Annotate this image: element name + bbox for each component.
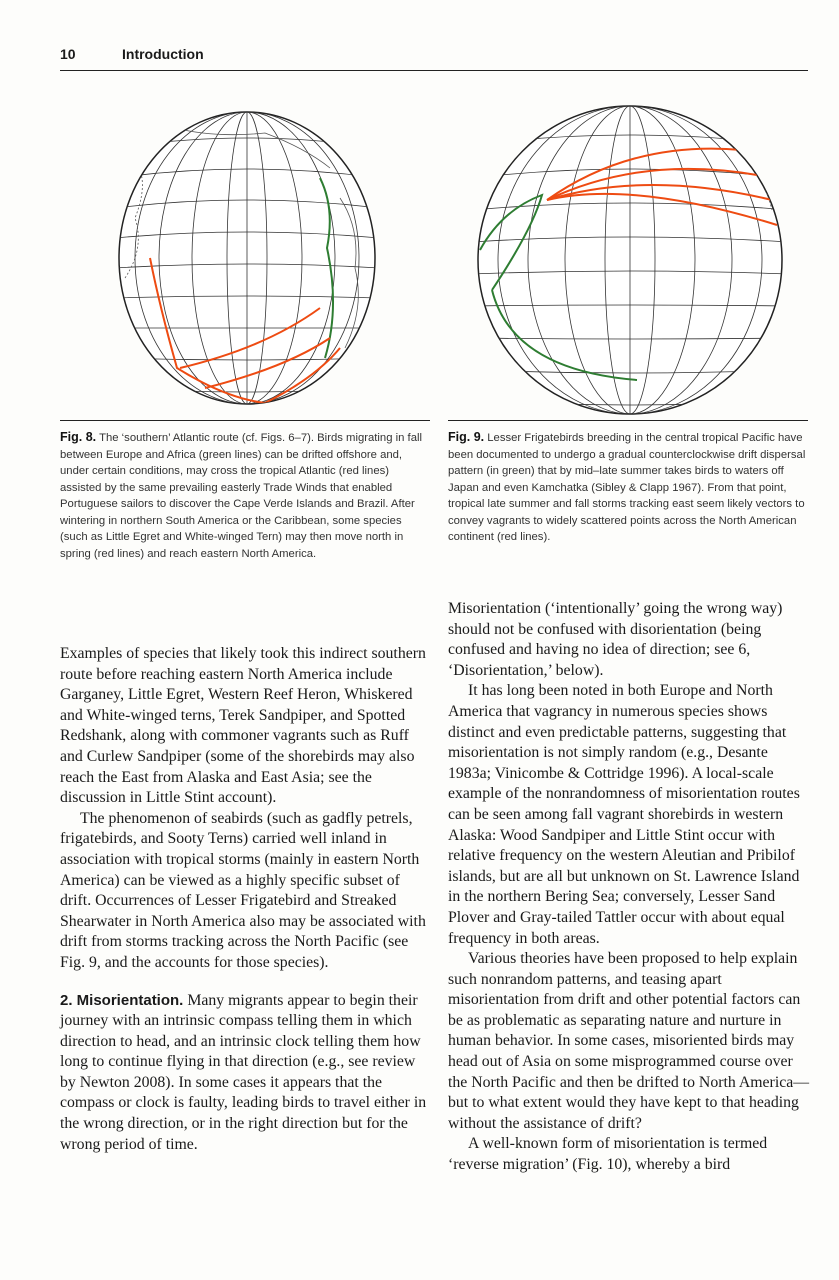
figure-8-globe-map	[115, 108, 379, 408]
right-column	[448, 599, 810, 1176]
right-paragraph-1: Misorientation (‘intentionally’ going the wrong way) should not be confused with disorientation (being confused and having no idea of direction; see 6, ‘Disorientation,’ below).	[448, 600, 783, 679]
misorientation-heading: 2. Misorientation.	[60, 991, 184, 1009]
figure-8-caption	[60, 420, 430, 562]
figure-9-caption	[448, 420, 808, 546]
page-number: 10	[60, 46, 76, 62]
figure-8-label: Fig. 8.	[60, 430, 97, 444]
right-paragraph-2: It has long been noted in both Europe and North America that vagrancy in numerous species shows distinct and even predictable patterns, suggesting that misorientation is not simply random (e.g., Desante 1983a; Vinicombe & Cottridge 1996). A local-scale example of the nonrandomness of misorientation routes can be seen among fall vagrant shorebirds in western Alaska: Wood Sandpiper and Little Stint occur with relative frequency on the western Aleutian and Pribilof islands, but are all but unknown on St. Lawrence Island in the northern Bering Sea; conversely, Lesser Sand Plover and Gray-tailed Tattler occur with about equal frequency in both areas.	[448, 682, 800, 947]
left-paragraph-2: The phenomenon of seabirds (such as gadfly petrels, frigatebirds, and Sooty Terns) carried well inland in association with tropical storms (mainly in eastern North America) can be viewed as a highly specific subset of drift. Occurrences of Lesser Frigatebird and Streaked Shearwater in North America also may be associated with drift from storms tracking across the North Pacific (see Fig. 9, and the accounts for those species).	[60, 809, 426, 971]
left-paragraph-3: Many migrants appear to begin their journey with an intrinsic compass telling them in which direction to head, and an intrinsic clock telling them how long to continue flying in that direction (e.g., see review by Newton 2008). In some cases it appears that the compass or clock is faulty, leading birds to travel either in the wrong direction, or in the right direction but for the wrong period of time.	[60, 991, 427, 1153]
section-title: Introduction	[122, 46, 204, 62]
figure-9-caption-text: Lesser Frigatebirds breeding in the central tropical Pacific have been documented to undergo a gradual counterclockwise drift dispersal pattern (in green) that by mid–late summer takes birds to waters off Japan and even Kamchatka (Sibley & Clapp 1967). From that point, tropical late summer and fall storms tracking east seem likely vectors to convey vagrants to widely scattered points across the North American continent (red lines).	[448, 432, 806, 543]
left-column	[60, 644, 430, 1155]
figure-9-label: Fig. 9.	[448, 430, 485, 444]
right-paragraph-4: A well-known form of misorientation is termed ‘reverse migration’ (Fig. 10), whereby a bird	[448, 1135, 768, 1174]
figure-8-caption-text: The ‘southern’ Atlantic route (cf. Figs. 6–7). Birds migrating in fall between Europe and Africa (green lines) can be drifted offshore and, under certain conditions, may cross the tropical Atlantic (red lines) assisted by the same prevailing easterly Trade Winds that enabled Portuguese sailors to discover the Cape Verde Islands and Brazil. After wintering in northern South America or the Caribbean, some species (such as Little Egret and White-winged Tern) may then move north in spring (red lines) and reach eastern North America.	[60, 432, 422, 560]
left-paragraph-1: Examples of species that likely took this indirect southern route before reaching eastern North America include Garganey, Little Egret, Western Reef Heron, Whiskered and White-winged terns, Terek Sandpiper, and Spotted Redshank, along with commoner vagrants such as Ruff and Curlew Sandpiper (some of the shorebirds may also reach the East from Alaska and East Asia; see the discussion in Little Stint account).	[60, 645, 426, 807]
right-paragraph-3: Various theories have been proposed to help explain such nonrandom patterns, and teasing apart misorientation from drift and other potential factors can be as problematic as separating nature and nurture in human behavior. In some cases, misoriented birds may head out of Asia on some misprogrammed course over the North Pacific and then be drifted to North America—but to what extent would they have kept to that heading without the assistance of drift?	[448, 950, 810, 1132]
figure-9-globe-map	[472, 100, 788, 420]
running-header	[60, 44, 808, 71]
